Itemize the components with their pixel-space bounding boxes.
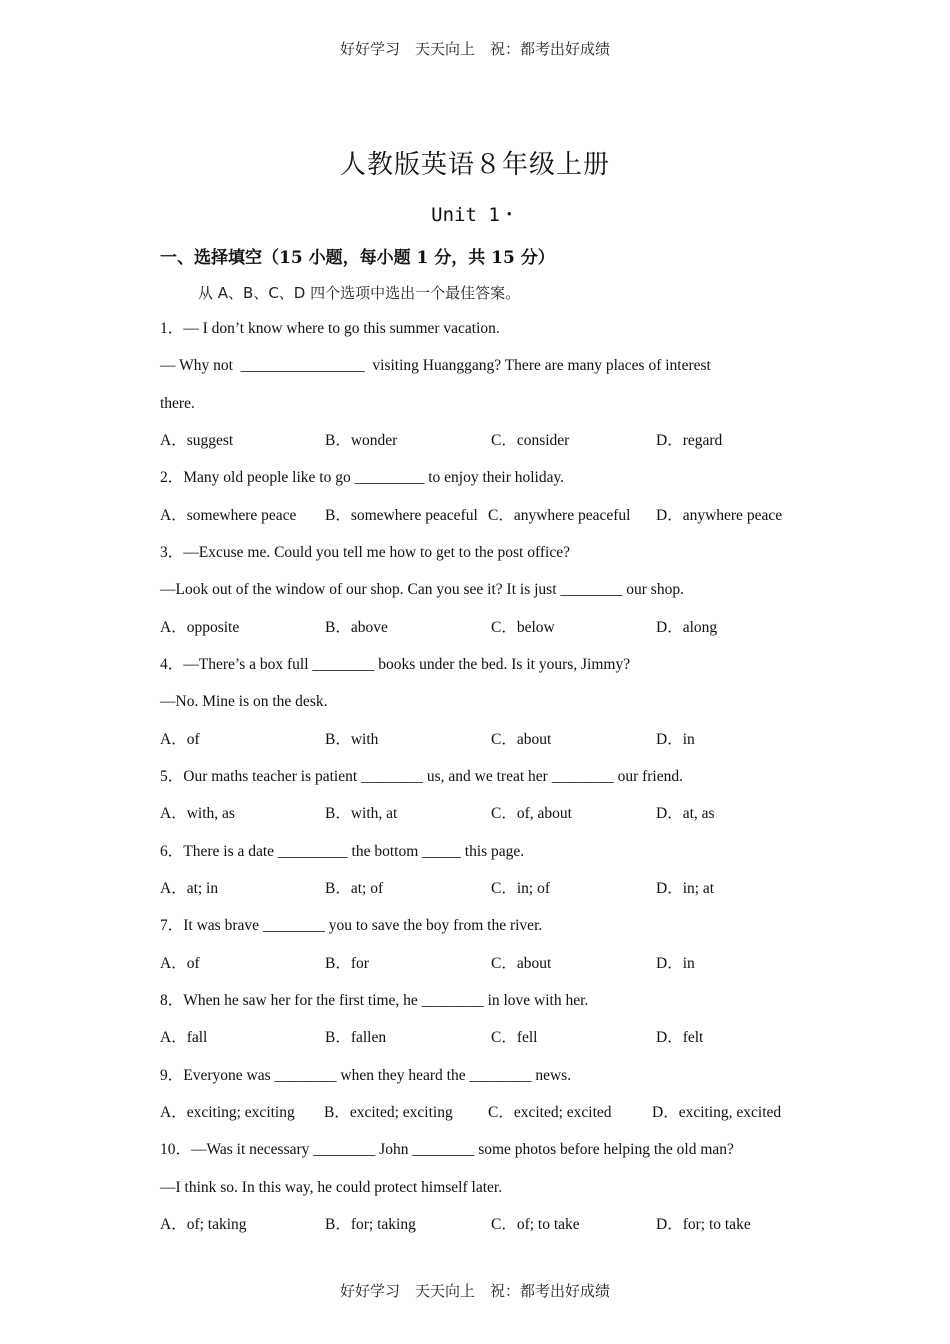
option-c: C．anywhere peaceful: [488, 507, 631, 524]
option-a: A．suggest: [160, 432, 234, 449]
option-d: D．regard: [656, 432, 723, 449]
option-d: D．in; at: [656, 880, 715, 897]
question-5-options: [160, 804, 800, 824]
question-2-options: [160, 506, 800, 526]
option-c: C．about: [491, 731, 552, 748]
question-6-options: [160, 879, 800, 899]
option-d: D．in: [656, 731, 695, 748]
option-b: B．for; taking: [325, 1216, 416, 1233]
option-b: B．for: [325, 955, 369, 972]
section-heading: 一、选择填空（15 小题，每小题 1 分，共 15 分）: [160, 248, 555, 268]
option-d: D．anywhere peace: [656, 507, 783, 524]
option-c: C．fell: [491, 1029, 538, 1046]
question-3-options: [160, 618, 800, 638]
option-a: A．opposite: [160, 619, 240, 636]
question-10-line-2: —I think so. In this way, he could protect himself later.: [160, 1179, 503, 1196]
section-instruction: 从 A、B、C、D 四个选项中选出一个最佳答案。: [198, 284, 521, 302]
question-3-line-1: 3．—Excuse me. Could you tell me how to get to the post office?: [160, 544, 570, 561]
question-7-line-1: 7．It was brave ________ you to save the boy from the river.: [160, 917, 543, 934]
document-subtitle: Unit 1・: [431, 204, 519, 226]
question-10-line-1: 10．—Was it necessary ________ John ________ some photos before helping the old man?: [160, 1141, 734, 1158]
option-b: B．above: [325, 619, 388, 636]
question-4-options: [160, 730, 800, 750]
option-b: B．with, at: [325, 805, 398, 822]
option-b: B．at; of: [325, 880, 384, 897]
option-a: A．fall: [160, 1029, 208, 1046]
question-6-line-1: 6．There is a date _________ the bottom _____ this page.: [160, 843, 525, 860]
option-a: A．somewhere peace: [160, 507, 297, 524]
option-d: D．in: [656, 955, 695, 972]
question-1-line-3: there.: [160, 395, 195, 412]
question-9-line-1: 9．Everyone was ________ when they heard the ________ news.: [160, 1067, 572, 1084]
option-b: B．with: [325, 731, 379, 748]
option-c: C．excited; excited: [488, 1104, 612, 1121]
option-a: A．at; in: [160, 880, 219, 897]
option-a: A．with, as: [160, 805, 235, 822]
option-c: C．below: [491, 619, 555, 636]
option-d: D．at, as: [656, 805, 715, 822]
option-c: C．about: [491, 955, 552, 972]
option-b: B．wonder: [325, 432, 398, 449]
page-header: 好好学习 天天向上 祝：都考出好成绩: [339, 40, 610, 58]
question-9-options: [160, 1103, 800, 1123]
question-8-options: [160, 1028, 800, 1048]
question-7-options: [160, 954, 800, 974]
question-5-line-1: 5．Our maths teacher is patient ________ us, and we treat her ________ our friend.: [160, 768, 683, 785]
page-footer: 好好学习 天天向上 祝：都考出好成绩: [339, 1282, 610, 1300]
question-1-line-2: — Why not ________________ visiting Huanggang? There are many places of interest: [160, 357, 711, 374]
option-c: C．of, about: [491, 805, 572, 822]
option-a: A．of: [160, 731, 200, 748]
question-8-line-1: 8．When he saw her for the first time, he ________ in love with her.: [160, 992, 589, 1009]
option-a: A．of: [160, 955, 200, 972]
question-1-options: [160, 431, 800, 451]
option-b: B．fallen: [325, 1029, 387, 1046]
option-d: D．along: [656, 619, 718, 636]
option-a: A．exciting; exciting: [160, 1104, 295, 1121]
question-1-line-1: 1．— I don’t know where to go this summer vacation.: [160, 320, 500, 337]
option-b: B．excited; exciting: [324, 1104, 453, 1121]
question-4-line-2: —No. Mine is on the desk.: [160, 693, 328, 710]
option-d: D．exciting, excited: [652, 1104, 782, 1121]
question-4-line-1: 4．—There’s a box full ________ books under the bed. Is it yours, Jimmy?: [160, 656, 631, 673]
option-d: D．for; to take: [656, 1216, 751, 1233]
question-2-line-1: 2．Many old people like to go _________ to enjoy their holiday.: [160, 469, 565, 486]
option-d: D．felt: [656, 1029, 704, 1046]
option-c: C．of; to take: [491, 1216, 580, 1233]
document-title: 人教版英语８年级上册: [339, 150, 610, 180]
option-c: C．in; of: [491, 880, 550, 897]
option-c: C．consider: [491, 432, 570, 449]
option-b: B．somewhere peaceful: [325, 507, 478, 524]
question-10-options: [160, 1215, 800, 1235]
question-3-line-2: —Look out of the window of our shop. Can you see it? It is just ________ our shop.: [160, 581, 684, 598]
option-a: A．of; taking: [160, 1216, 247, 1233]
